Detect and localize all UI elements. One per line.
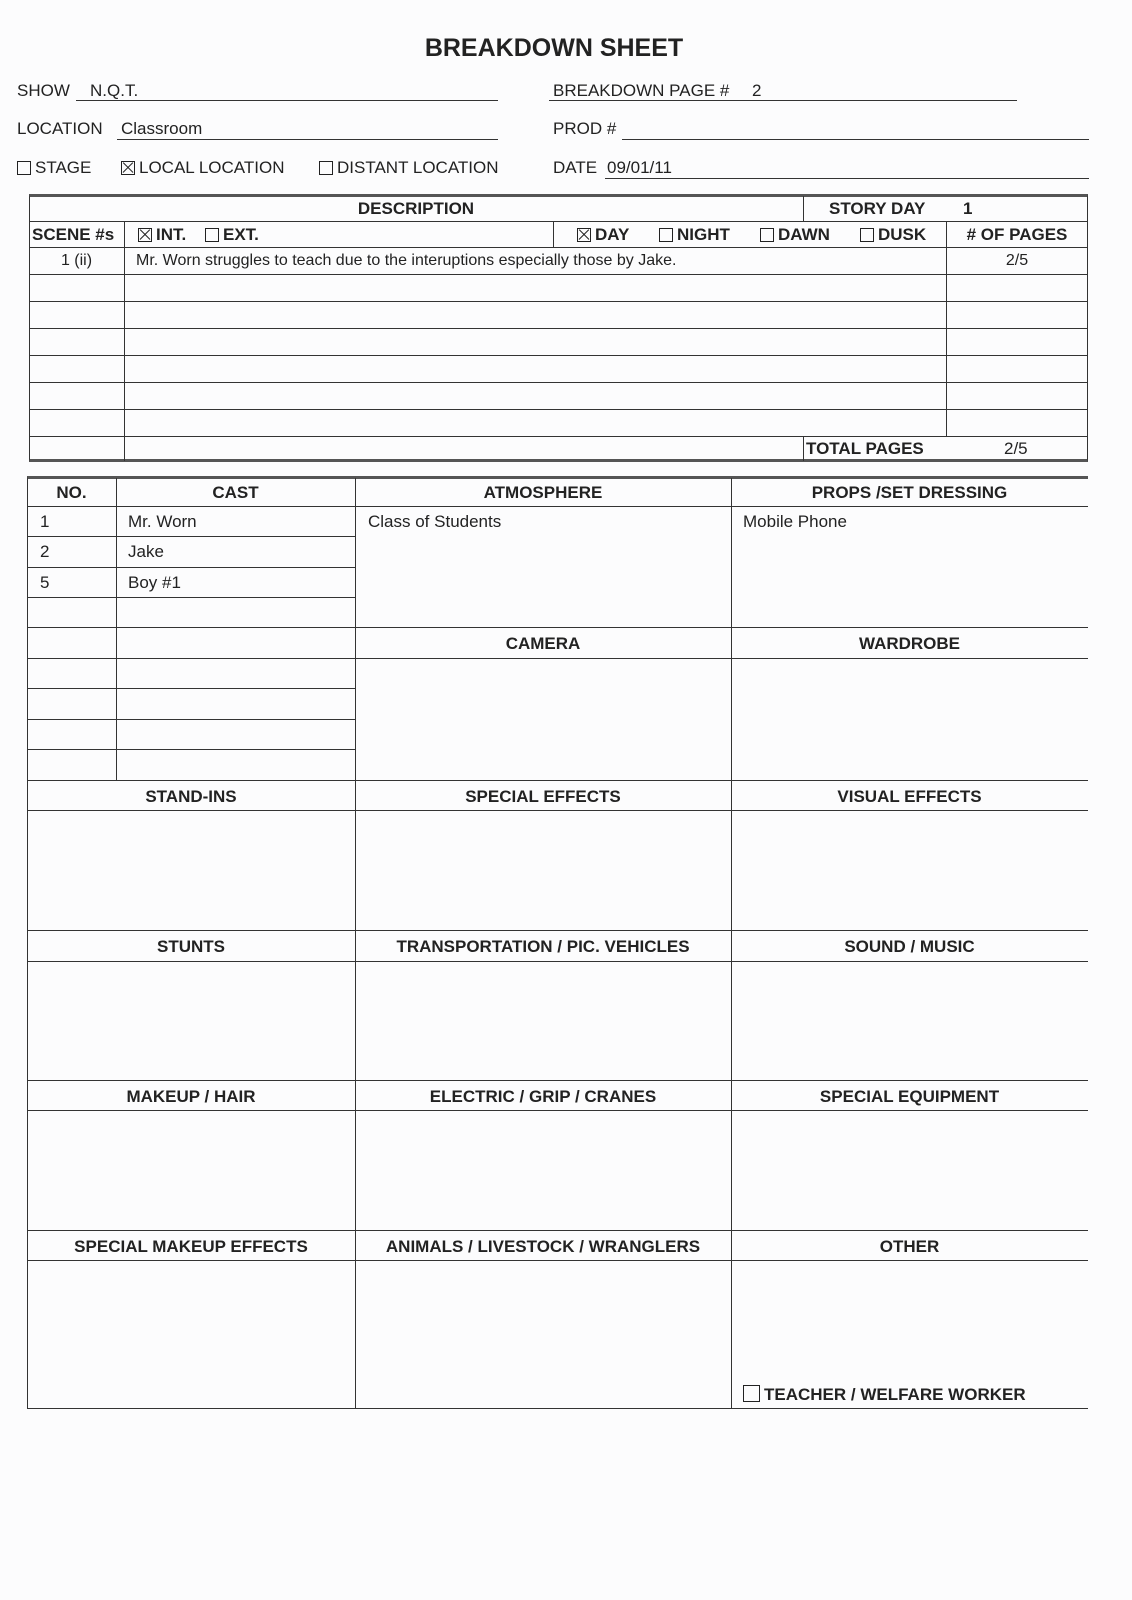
breakdown-page-field[interactable]: 2 xyxy=(752,81,762,100)
int-option[interactable]: INT. xyxy=(138,225,186,245)
total-pages-value[interactable]: 2/5 xyxy=(1004,439,1028,458)
night-checkbox[interactable] xyxy=(659,228,673,242)
cast-no[interactable]: 2 xyxy=(40,542,50,561)
makeup-hair-header: MAKEUP / HAIR xyxy=(126,1087,256,1106)
props-value[interactable]: Mobile Phone xyxy=(743,512,847,531)
dusk-option[interactable]: DUSK xyxy=(860,225,926,245)
cast-name[interactable]: Boy #1 xyxy=(128,573,181,592)
special-effects-header: SPECIAL EFFECTS xyxy=(465,787,621,806)
transportation-header: TRANSPORTATION / PIC. VEHICLES xyxy=(396,937,690,956)
dawn-option[interactable]: DAWN xyxy=(760,225,830,245)
wardrobe-header: WARDROBE xyxy=(858,634,961,653)
other-header: OTHER xyxy=(879,1237,940,1256)
day-option[interactable]: DAY xyxy=(577,225,629,245)
distant-location-option[interactable]: DISTANT LOCATION xyxy=(319,158,499,178)
stunts-header: STUNTS xyxy=(157,937,225,956)
story-day-label: STORY DAY xyxy=(829,199,926,218)
ext-option[interactable]: EXT. xyxy=(205,225,259,245)
int-checkbox[interactable] xyxy=(138,228,152,242)
no-header: NO. xyxy=(56,483,87,502)
prod-field[interactable] xyxy=(622,139,1089,140)
cast-no[interactable]: 5 xyxy=(40,573,50,592)
animals-header: ANIMALS / LIVESTOCK / WRANGLERS xyxy=(385,1237,701,1256)
page-title: BREAKDOWN SHEET xyxy=(424,34,684,62)
special-equipment-header: SPECIAL EQUIPMENT xyxy=(819,1087,1000,1106)
stand-ins-header: STAND-INS xyxy=(145,787,237,806)
total-pages-label: TOTAL PAGES xyxy=(806,439,924,458)
scene-number[interactable]: 1 (ii) xyxy=(60,252,93,269)
atmosphere-value[interactable]: Class of Students xyxy=(368,512,502,531)
cast-no[interactable]: 1 xyxy=(40,512,50,531)
atmosphere-header: ATMOSPHERE xyxy=(483,483,603,502)
description-header: DESCRIPTION xyxy=(357,199,475,218)
dusk-checkbox[interactable] xyxy=(860,228,874,242)
night-option[interactable]: NIGHT xyxy=(659,225,730,245)
prod-label: PROD # xyxy=(553,119,617,138)
scene-header: SCENE #s xyxy=(32,225,115,244)
location-label: LOCATION xyxy=(17,119,103,138)
cast-name[interactable]: Jake xyxy=(128,542,164,561)
teacher-welfare-checkbox[interactable] xyxy=(743,1385,760,1402)
location-field[interactable]: Classroom xyxy=(121,119,203,138)
dawn-checkbox[interactable] xyxy=(760,228,774,242)
day-checkbox[interactable] xyxy=(577,228,591,242)
date-label: DATE xyxy=(553,158,598,177)
date-field[interactable]: 09/01/11 xyxy=(607,158,672,177)
stage-option[interactable]: STAGE xyxy=(17,158,91,178)
sound-music-header: SOUND / MUSIC xyxy=(844,937,975,956)
stage-checkbox[interactable] xyxy=(17,161,31,175)
special-makeup-header: SPECIAL MAKEUP EFFECTS xyxy=(74,1237,308,1256)
visual-effects-header: VISUAL EFFECTS xyxy=(837,787,982,806)
show-field[interactable]: N.Q.T. xyxy=(90,81,139,100)
scene-description[interactable]: Mr. Worn struggles to teach due to the interuptions especially those by Jake. xyxy=(136,252,677,269)
cast-header: CAST xyxy=(212,483,259,502)
electric-grip-header: ELECTRIC / GRIP / CRANES xyxy=(429,1087,657,1106)
show-label: SHOW xyxy=(17,81,70,100)
breakdown-page-label: BREAKDOWN PAGE # xyxy=(553,81,730,100)
props-header: PROPS /SET DRESSING xyxy=(811,483,1008,502)
local-location-option[interactable]: LOCAL LOCATION xyxy=(121,158,284,178)
scene-pages[interactable]: 2/5 xyxy=(1005,252,1029,269)
cast-name[interactable]: Mr. Worn xyxy=(128,512,197,531)
teacher-welfare-option[interactable]: TEACHER / WELFARE WORKER xyxy=(743,1385,1026,1405)
local-location-checkbox[interactable] xyxy=(121,161,135,175)
pages-header: # OF PAGES xyxy=(966,225,1068,244)
ext-checkbox[interactable] xyxy=(205,228,219,242)
distant-location-checkbox[interactable] xyxy=(319,161,333,175)
story-day-value[interactable]: 1 xyxy=(963,199,973,218)
camera-header: CAMERA xyxy=(505,634,581,653)
